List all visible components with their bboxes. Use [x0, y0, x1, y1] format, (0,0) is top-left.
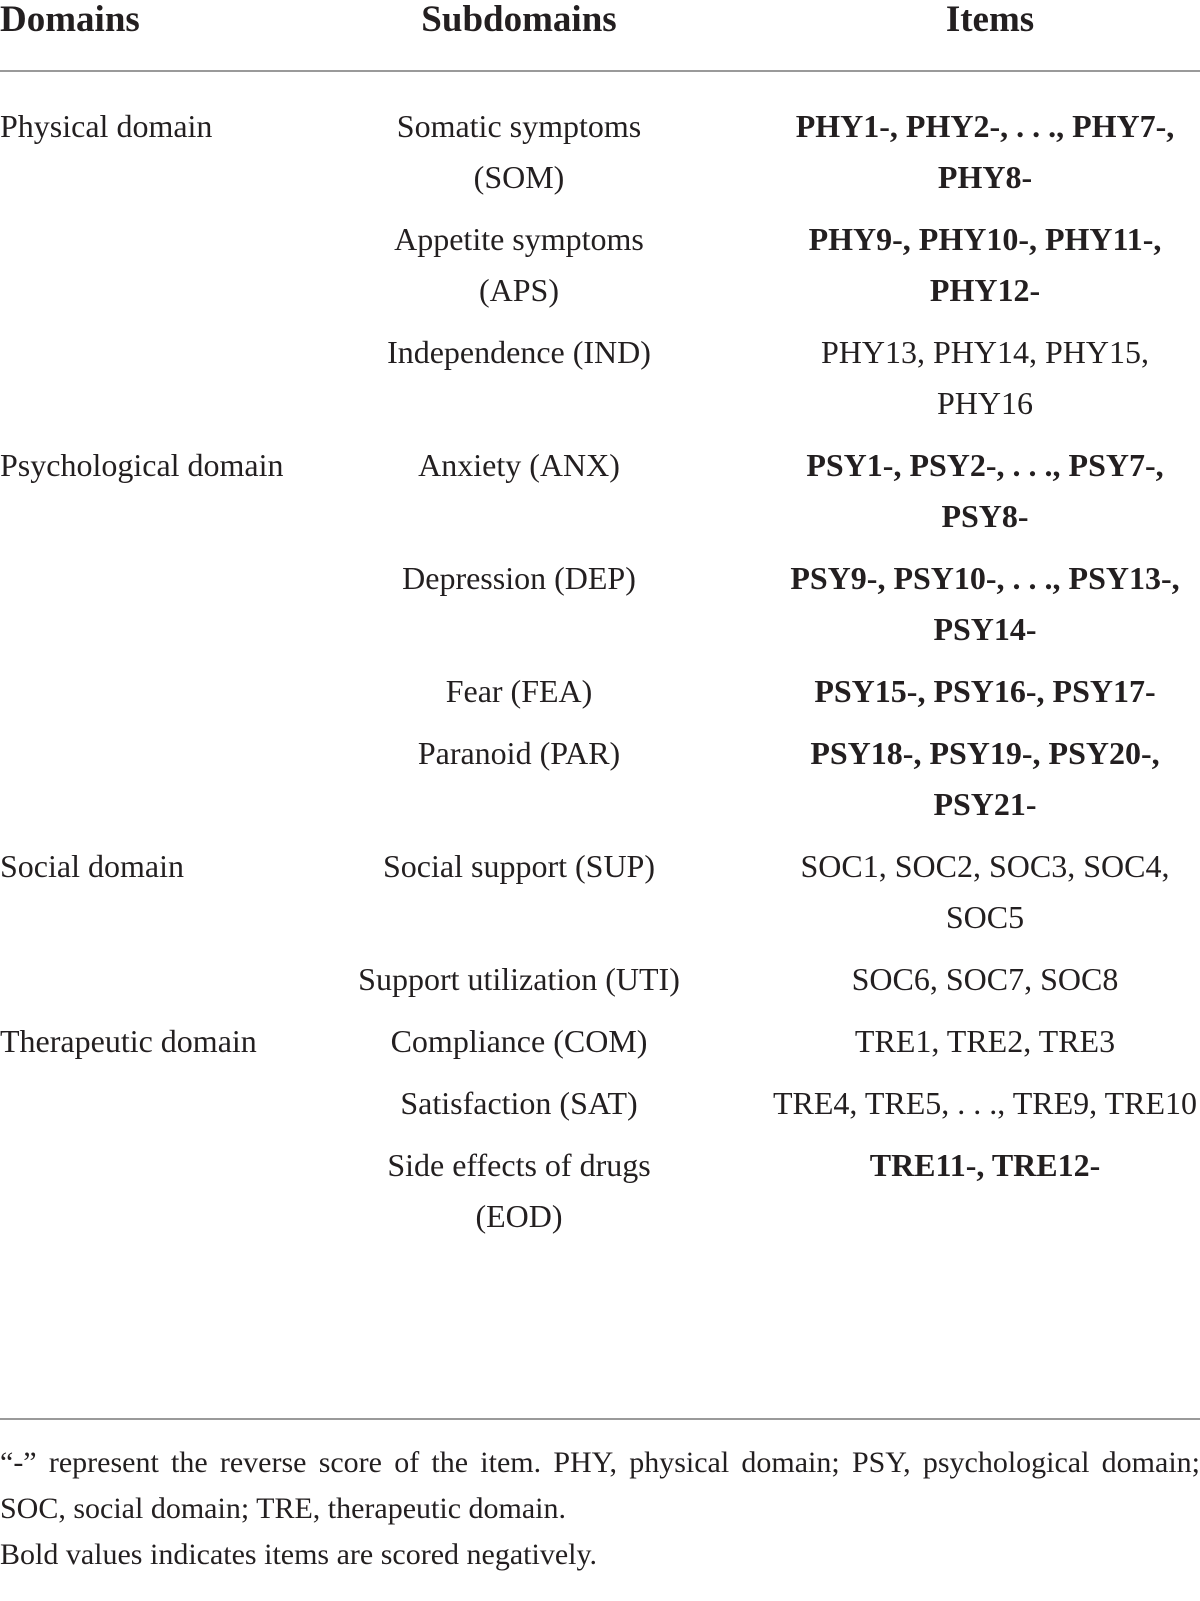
table-row: [0, 666, 1200, 728]
table-row: [0, 728, 1200, 841]
header-subdomains: Subdomains: [330, 0, 680, 71]
items-cell: TRE4, TRE5, . . ., TRE9, TRE10: [772, 1085, 1197, 1121]
items-cell: PSY9-, PSY10-, . . ., PSY13-, PSY14-: [790, 560, 1180, 647]
table-footnotes: [0, 1418, 1200, 1578]
items-cell: TRE11-, TRE12-: [869, 1147, 1101, 1183]
items-cell: PHY1-, PHY2-, . . ., PHY7-, PHY8-: [795, 108, 1175, 195]
domain-cell: [0, 1140, 330, 1264]
table-row: [0, 1078, 1200, 1140]
domain-cell: [0, 666, 330, 728]
items-cell: PSY18-, PSY19-, PSY20-, PSY21-: [810, 735, 1160, 822]
header-row: [0, 0, 1200, 71]
domain-cell: [0, 214, 330, 327]
table-row: [0, 841, 1200, 954]
subdomain-cell: Social support (SUP): [383, 848, 655, 884]
table-row: [0, 71, 1200, 214]
subdomain-cell: Appetite symptoms (APS): [394, 221, 644, 308]
items-cell: PSY15-, PSY16-, PSY17-: [814, 673, 1156, 709]
subdomain-cell: Paranoid (PAR): [417, 735, 621, 771]
table-row: [0, 553, 1200, 666]
header-items: Items: [680, 0, 1200, 71]
domain-cell: Social domain: [0, 848, 184, 884]
items-cell: PSY1-, PSY2-, . . ., PSY7-, PSY8-: [806, 447, 1164, 534]
subdomain-cell: Somatic symptoms (SOM): [396, 108, 642, 195]
domain-cell: [0, 1078, 330, 1140]
subdomain-cell: Support utilization (UTI): [358, 961, 680, 997]
domain-cell: [0, 553, 330, 666]
table-row: [0, 954, 1200, 1016]
domain-cell: Physical domain: [0, 108, 213, 144]
table-row: [0, 1016, 1200, 1078]
subdomain-cell: Independence (IND): [387, 334, 651, 370]
items-cell: SOC6, SOC7, SOC8: [851, 961, 1119, 997]
items-cell: TRE1, TRE2, TRE3: [854, 1023, 1116, 1059]
footnote-bold-values: Bold values indicates items are scored negatively.: [0, 1538, 598, 1571]
header-domains: Domains: [0, 0, 330, 71]
table-row: [0, 440, 1200, 553]
subdomain-cell: Satisfaction (SAT): [400, 1085, 638, 1121]
table-body: [0, 71, 1200, 1264]
domain-cell: [0, 327, 330, 440]
domain-cell: [0, 954, 330, 1016]
items-cell: PHY9-, PHY10-, PHY11-, PHY12-: [808, 221, 1162, 308]
domain-cell: Therapeutic domain: [0, 1023, 257, 1059]
subdomain-cell: Depression (DEP): [402, 560, 636, 596]
domain-cell: Psychological domain: [0, 447, 284, 483]
subdomain-cell: Side effects of drugs (EOD): [387, 1147, 651, 1234]
table-row: [0, 1140, 1200, 1264]
table-row: [0, 214, 1200, 327]
subdomain-cell: Fear (FEA): [445, 673, 593, 709]
items-cell: SOC1, SOC2, SOC3, SOC4, SOC5: [800, 848, 1170, 935]
subdomain-cell: Compliance (COM): [390, 1023, 648, 1059]
footnote-reverse-score: “-” represent the reverse score of the item. PHY, physical domain; PSY, psychological domain; SOC, social domain; TRE, therapeutic domain.: [0, 1446, 1200, 1525]
subdomain-cell: Anxiety (ANX): [418, 447, 620, 483]
domain-cell: [0, 728, 330, 841]
items-cell: PHY13, PHY14, PHY15, PHY16: [820, 334, 1150, 421]
table-row: [0, 327, 1200, 440]
